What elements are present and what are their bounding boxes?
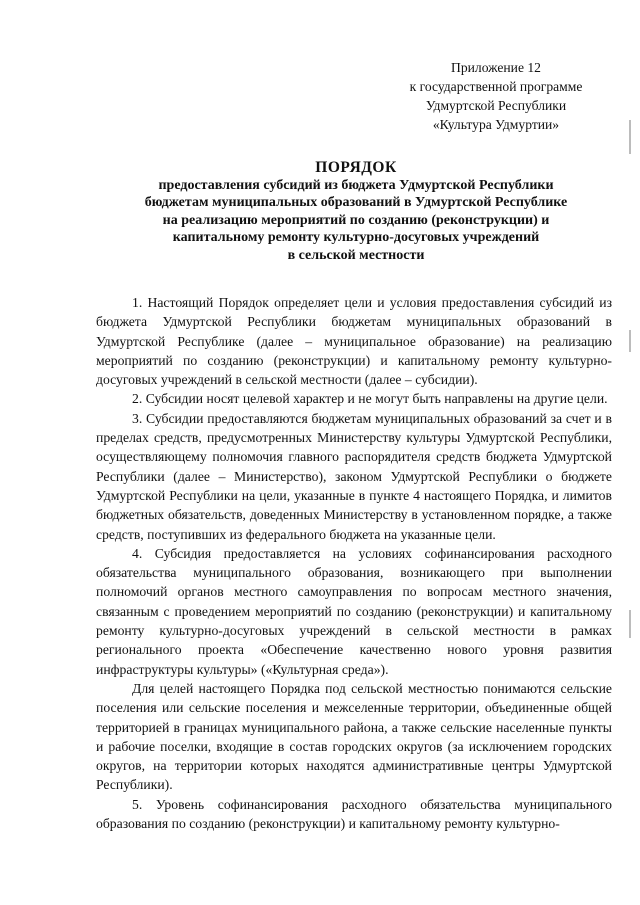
scan-edge-mark [629,120,631,154]
paragraph-rural-definition: Для целей настоящего Порядка под сельской местностью понимаются сельские поселения или сельские поселения и межселенные территории, объединенные общей территорией в границах муниципального района, а также сельские населенные пункты и рабочие поселки, входящие в состав городских округов (за исключением городских округов, на территории которых находятся административные центры Удмуртской Республики). [96,680,612,793]
title-subtitle-line: капитальному ремонту культурно-досуговых учреждений [172,230,540,246]
appendix-line: к государственной программе [409,79,583,94]
paragraph-2: 2. Субсидии носят целевой характер и не могут быть направлены на другие цели. [132,391,608,407]
document-title [96,158,616,264]
paragraph-4: 4. Субсидия предоставляется на условиях софинансирования расходного обязательства муниципального образования, возникающего при выполнении полномочий органов местного самоуправления по вопросам местного значения, связанным с проведением мероприятий по созданию (реконструкции) и капитальному ремонту культурно-досуговых учреждений в сельской местности в рамках регионального проекта «Обеспечение качественно нового уровня развития инфраструктуры культуры» («Культурная среда»). [96,545,612,677]
appendix-line: «Культура Удмуртии» [432,117,560,132]
title-subtitle-line: бюджетам муниципальных образований в Удмуртской Республике [144,195,568,211]
title-subtitle-line: на реализацию мероприятий по созданию (реконструкции) и [162,212,550,228]
title-subtitle-line: предоставления субсидий из бюджета Удмуртской Республики [158,178,554,193]
paragraph-1: 1. Настоящий Порядок определяет цели и условия предоставления субсидий из бюджета Удмуртской Республики бюджетам муниципальных образований в Удмуртской Республике (далее – муниципальное образование) на реализацию мероприятий по созданию (реконструкции) и капитальному ремонту культурно-досуговых учреждений в сельской местности (далее – субсидии). [96,295,612,388]
paragraph-5: 5. Уровень софинансирования расходного обязательства муниципального образования по созданию (реконструкции) и капитальному ремонту культурно- [96,796,612,832]
appendix-line: Удмуртской Республики [425,98,567,113]
appendix-line: Приложение 12 [451,60,541,75]
title-heading: ПОРЯДОК [315,159,397,176]
title-subtitle-line: в сельской местности [287,247,425,263]
appendix-header [390,58,602,134]
scan-edge-mark [629,610,631,638]
document-body [96,293,612,833]
scan-edge-mark [629,330,631,352]
paragraph-3: 3. Субсидии предоставляются бюджетам муниципальных образований за счет и в пределах средств, предусмотренных Министерству культуры Удмуртской Республики, осуществляющему полномочия главного распорядителя средств бюджета Удмуртской Республики (далее – Министерство), законом Удмуртской Республики о бюджете Удмуртской Республики на цели, указанные в пункте 4 настоящего Порядка, и лимитов бюджетных обязательств, доведенных Министерству в установленном порядке, а также средств, поступивших из федерального бюджета на указанные цели. [96,410,612,542]
